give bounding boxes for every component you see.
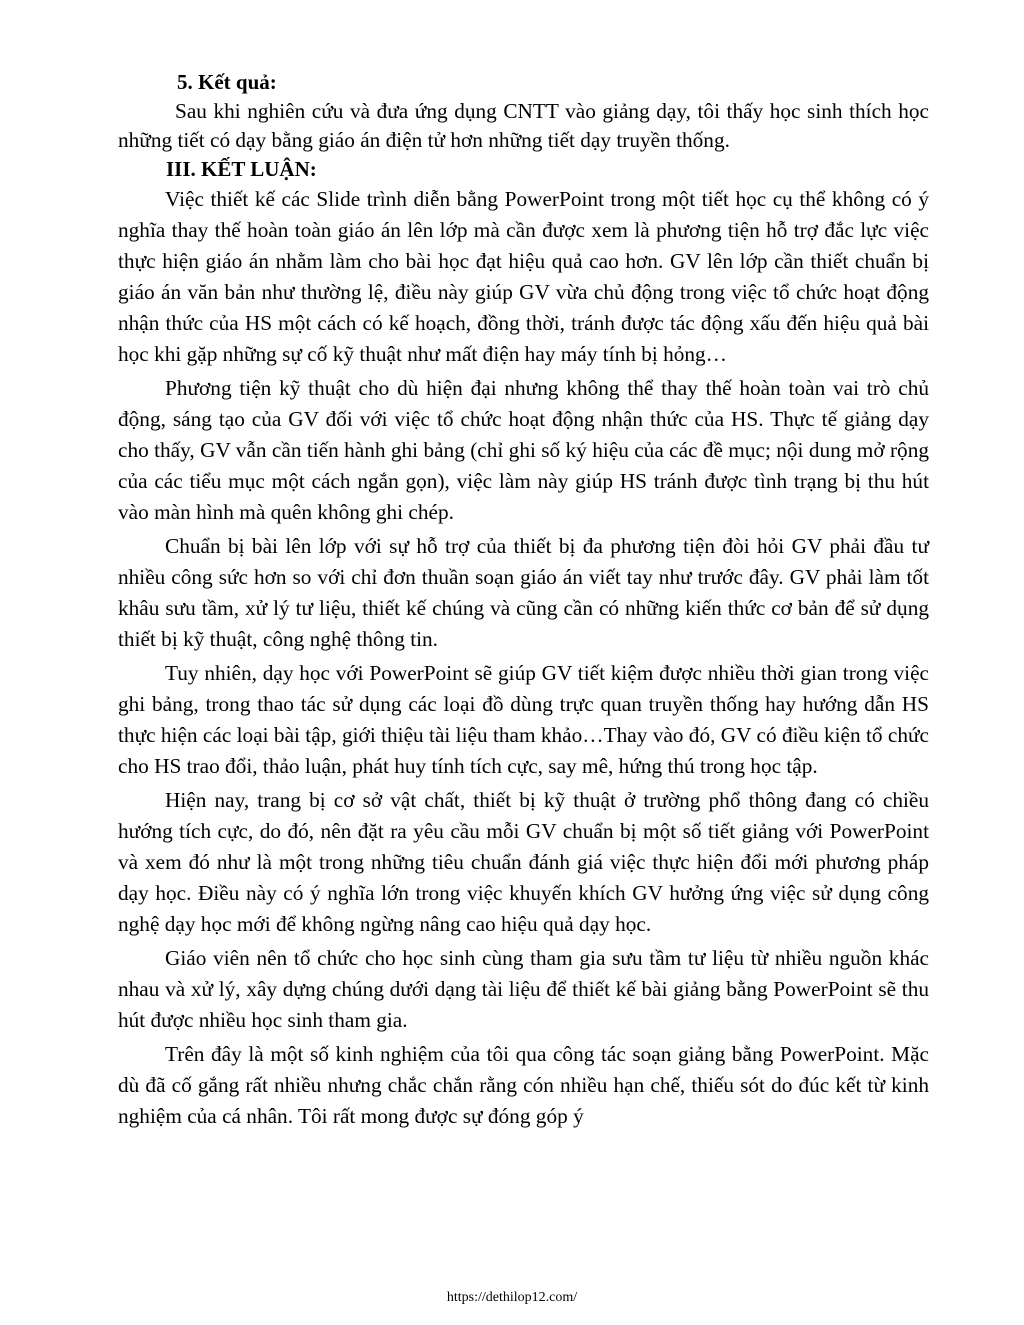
conclusion-paragraph-7: Trên đây là một số kinh nghiệm của tôi qua công tác soạn giảng bằng PowerPoint. Mặc dù đã cố gắng rất nhiều nhưng chắc chắn rằng cón nhiều hạn chế, thiếu sót do đúc kết từ kinh nghiệm của cá nhân. Tôi rất mong được sự đóng góp ý <box>118 1042 929 1128</box>
conclusion-paragraph-2: Phương tiện kỹ thuật cho dù hiện đại nhưng không thể thay thế hoàn toàn vai trò chủ động, sáng tạo của GV đối với việc tổ chức hoạt động nhận thức của HS. Thực tế giảng dạy cho thấy, GV vẫn cần tiến hành ghi bảng (chỉ ghi số ký hiệu của các đề mục; nội dung mở rộng của các tiểu mục một cách ngắn gọn), việc làm này giúp HS tránh được tình trạng bị thu hút vào màn hình mà quên không ghi chép. <box>118 376 929 524</box>
footer-url: https://dethilop12.com/ <box>446 1290 578 1305</box>
conclusion-paragraph-3: Chuẩn bị bài lên lớp với sự hỗ trợ của thiết bị đa phương tiện đòi hỏi GV phải đầu tư nhiều công sức hơn so với chỉ đơn thuần soạn giáo án viết tay như trước đây. GV phải làm tốt khâu sưu tầm, xử lý tư liệu, thiết kế chúng và cũng cần có những kiến thức cơ bản để sử dụng thiết bị kỹ thuật, công nghệ thông tin. <box>118 534 929 651</box>
document-page <box>118 68 929 1135</box>
section-heading-result: 5. Kết quả: <box>177 70 277 94</box>
section-heading-conclusion: III. KẾT LUẬN: <box>166 157 317 181</box>
conclusion-paragraph-6: Giáo viên nên tổ chức cho học sinh cùng tham gia sưu tầm tư liệu từ nhiều nguồn khác nhau và xử lý, xây dựng chúng dưới dạng tài liệu để thiết kế bài giảng bằng PowerPoint sẽ thu hút được nhiều học sinh tham gia. <box>118 946 929 1032</box>
result-paragraph: Sau khi nghiên cứu và đưa ứng dụng CNTT vào giảng dạy, tôi thấy học sinh thích học những tiết có dạy bằng giáo án điện tử hơn những tiết dạy truyền thống. <box>118 99 929 152</box>
conclusion-paragraph-4: Tuy nhiên, dạy học với PowerPoint sẽ giúp GV tiết kiệm được nhiều thời gian trong việc ghi bảng, trong thao tác sử dụng các loại đồ dùng trực quan truyền thống hay hướng dẫn HS thực hiện các loại bài tập, giới thiệu tài liệu tham khảo…Thay vào đó, GV có điều kiện tổ chức cho HS trao đổi, thảo luận, phát huy tính tích cực, say mê, hứng thú trong học tập. <box>118 661 929 778</box>
conclusion-paragraph-1: Việc thiết kế các Slide trình diễn bằng PowerPoint trong một tiết học cụ thể không có ý nghĩa thay thế hoàn toàn giáo án lên lớp mà cần được xem là phương tiện hỗ trợ đắc lực việc thực hiện giáo án nhằm làm cho bài học đạt hiệu quả cao hơn. GV lên lớp cần thiết chuẩn bị giáo án văn bản như thường lệ, điều này giúp GV vừa chủ động trong việc tổ chức hoạt động nhận thức của HS một cách có kế hoạch, đồng thời, tránh được tác động xấu đến hiệu quả bài học khi gặp những sự cố kỹ thuật như mất điện hay máy tính bị hỏng… <box>118 187 929 366</box>
conclusion-paragraph-5: Hiện nay, trang bị cơ sở vật chất, thiết bị kỹ thuật ở trường phổ thông đang có chiều hướng tích cực, do đó, nên đặt ra yêu cầu mỗi GV chuẩn bị một số tiết giảng với PowerPoint và xem đó như là một trong những tiêu chuẩn đánh giá việc thực hiện đổi mới phương pháp dạy học. Điều này có ý nghĩa lớn trong việc khuyến khích GV hưởng ứng việc sử dụng công nghệ dạy học mới để không ngừng nâng cao hiệu quả dạy học. <box>118 788 929 936</box>
